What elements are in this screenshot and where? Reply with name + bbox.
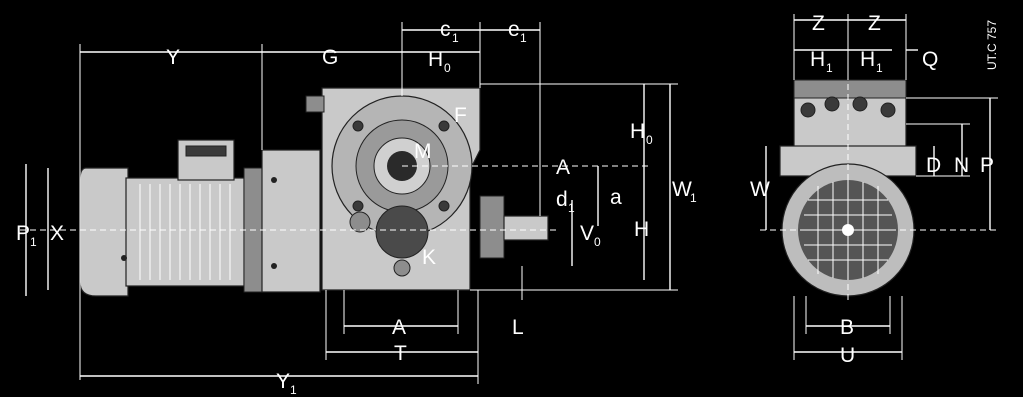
label-B: B — [840, 316, 855, 339]
label-P1-sub: 1 — [30, 235, 37, 249]
label-H0-top: H — [428, 48, 444, 71]
label-P: P — [980, 154, 995, 177]
label-Y1: Y — [276, 370, 291, 393]
label-G: G — [322, 46, 339, 69]
motor-side-view — [80, 140, 320, 296]
label-Y: Y — [166, 46, 181, 69]
label-e1-sub: 1 — [520, 31, 527, 45]
label-Q: Q — [922, 48, 939, 71]
label-H1-left-sub: 1 — [826, 61, 833, 75]
label-V0: V — [580, 222, 595, 245]
label-e1: e — [508, 18, 520, 41]
label-V0-sub: 0 — [594, 235, 601, 249]
drawing-reference: UT.C 757 — [985, 19, 999, 70]
label-Y1-sub: 1 — [290, 383, 297, 397]
label-W: W — [750, 178, 770, 201]
label-A-bottom: A — [392, 316, 407, 339]
label-Z-left: Z — [812, 12, 825, 35]
label-A-mid: A — [556, 156, 571, 179]
label-H0-top-sub: 0 — [444, 61, 451, 75]
label-H0-right: H — [630, 120, 646, 143]
label-H: H — [634, 218, 650, 241]
label-P1: P — [16, 222, 31, 245]
label-H0-right-sub: 0 — [646, 133, 653, 147]
label-T: T — [394, 342, 407, 365]
label-H1-left: H — [810, 48, 826, 71]
label-a: a — [610, 186, 622, 209]
label-U: U — [840, 344, 856, 367]
label-F: F — [454, 104, 467, 127]
label-d1: d — [556, 188, 568, 211]
label-c1: c — [440, 18, 451, 41]
label-W1: W — [672, 178, 692, 201]
label-d1-sub: 1 — [568, 201, 575, 215]
label-X: X — [50, 222, 65, 245]
label-K: K — [422, 246, 437, 269]
label-M: M — [414, 140, 432, 163]
label-D: D — [926, 154, 942, 177]
label-W1-sub: 1 — [690, 191, 697, 205]
label-c1-sub: 1 — [452, 31, 459, 45]
label-Z-right: Z — [868, 12, 881, 35]
label-L: L — [512, 316, 524, 339]
label-H1-right-sub: 1 — [876, 61, 883, 75]
label-H1-right: H — [860, 48, 876, 71]
label-N: N — [954, 154, 970, 177]
